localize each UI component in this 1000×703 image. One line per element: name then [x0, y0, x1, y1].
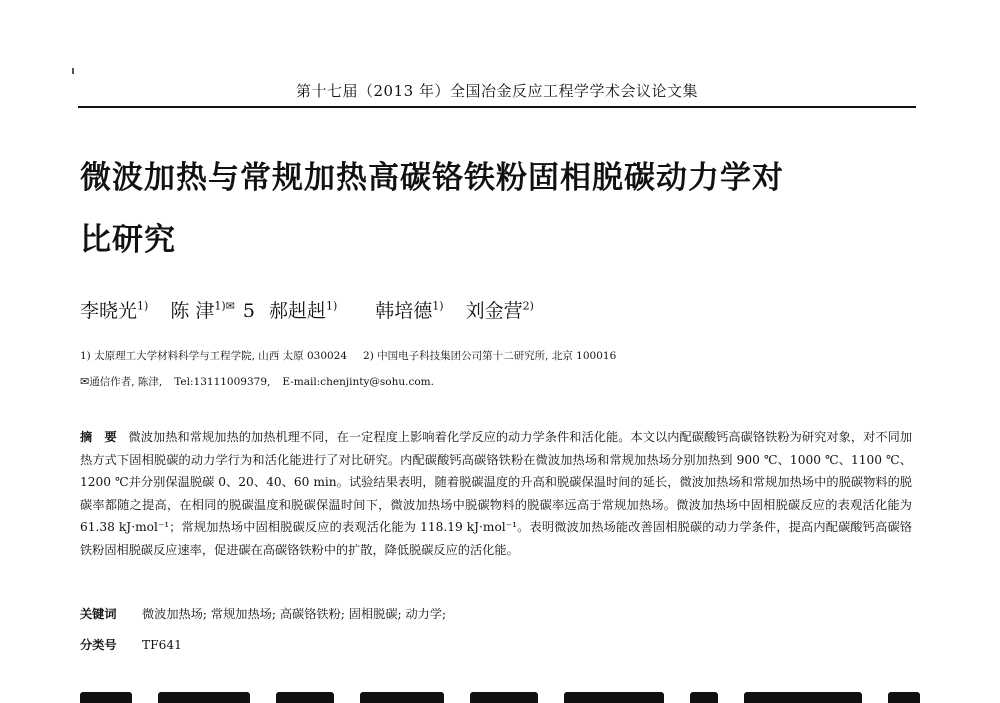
paper-title-line-2: 比研究	[80, 222, 176, 258]
abstract-text: 微波加热和常规加热的加热机理不同，在一定程度上影响着化学反应的动力学条件和活化能。本文以内配碳酸钙高碳铬铁粉为研究对象，对不同加热方式下固相脱碳的动力学行为和活化能进行了对比研究。内配碳酸钙高碳铬铁粉在微波加热场和常规加热场分别加热到 900 ℃、1000 ℃、1100 ℃、1200 ℃并分别保温脱碳 0、20、40、60 min。试验结果表明，随着脱碳温度的升高和脱碳保温时间的延长，微波加热场和常规加热场中的脱碳物料的脱碳率都随之提高，在相同的脱碳温度和脱碳保温时间下，微波加热场中脱碳物料的脱碳率远高于常规加热场。微波加热场中固相脱碳反应的表观活化能为 61.38 kJ·mol⁻¹；常规加热场中固相脱碳反应的表观活化能为 118.19 kJ·mol⁻¹。表明微波加热场能改善固相脱碳的动力学条件，提高内配碳酸钙高碳铬铁粉固相脱碳反应速率，促进碳在高碳铬铁粉中的扩散，降低脱碳反应的活化能。	[80, 430, 913, 557]
paper-title-line-1: 微波加热与常规加热高碳铬铁粉固相脱碳动力学对	[80, 160, 784, 196]
classification-code: TF641	[142, 638, 182, 652]
author-stray-mark: 5	[242, 300, 255, 322]
proceedings-title: 第十七届（2013 年）全国冶金反应工程学学术会议论文集	[296, 82, 698, 100]
affiliation-1: 1) 太原理工大学材料科学与工程学院, 山西 太原 030024	[80, 350, 348, 362]
corresponding-author	[80, 374, 434, 389]
envelope-icon: ✉	[80, 375, 90, 388]
scan-mark	[72, 68, 74, 74]
affiliations	[80, 348, 616, 363]
author: 刘金营$^{2)}$	[465, 299, 534, 322]
abstract-label: 摘 要	[80, 430, 117, 444]
author: 陈 津$^{1)✉}$	[170, 299, 235, 322]
corresponding-text: 通信作者, 陈津,	[89, 376, 163, 388]
author: 韩培德$^{1)}$	[375, 299, 444, 322]
author: 李晓光$^{1)}$	[80, 299, 149, 322]
classification-label: 分类号	[80, 638, 117, 652]
keywords-text: 微波加热场; 常规加热场; 高碳铬铁粉; 固相脱碳; 动力学;	[142, 607, 447, 621]
corresponding-tel: Tel:13111009379,	[174, 376, 271, 388]
proceedings-header	[78, 74, 916, 108]
affiliation-2: 2) 中国电子科技集团公司第十二研究所, 北京 100016	[363, 350, 617, 362]
keywords-label: 关键词	[80, 607, 117, 621]
author: 郝赳赳$^{1)}$	[268, 299, 338, 322]
classification	[80, 636, 182, 653]
author-list	[80, 296, 556, 323]
english-title-cutoff	[80, 690, 920, 703]
keywords	[80, 605, 446, 622]
abstract	[80, 426, 912, 562]
corresponding-email[interactable]: E-mail:chenjinty@sohu.com.	[282, 376, 434, 388]
